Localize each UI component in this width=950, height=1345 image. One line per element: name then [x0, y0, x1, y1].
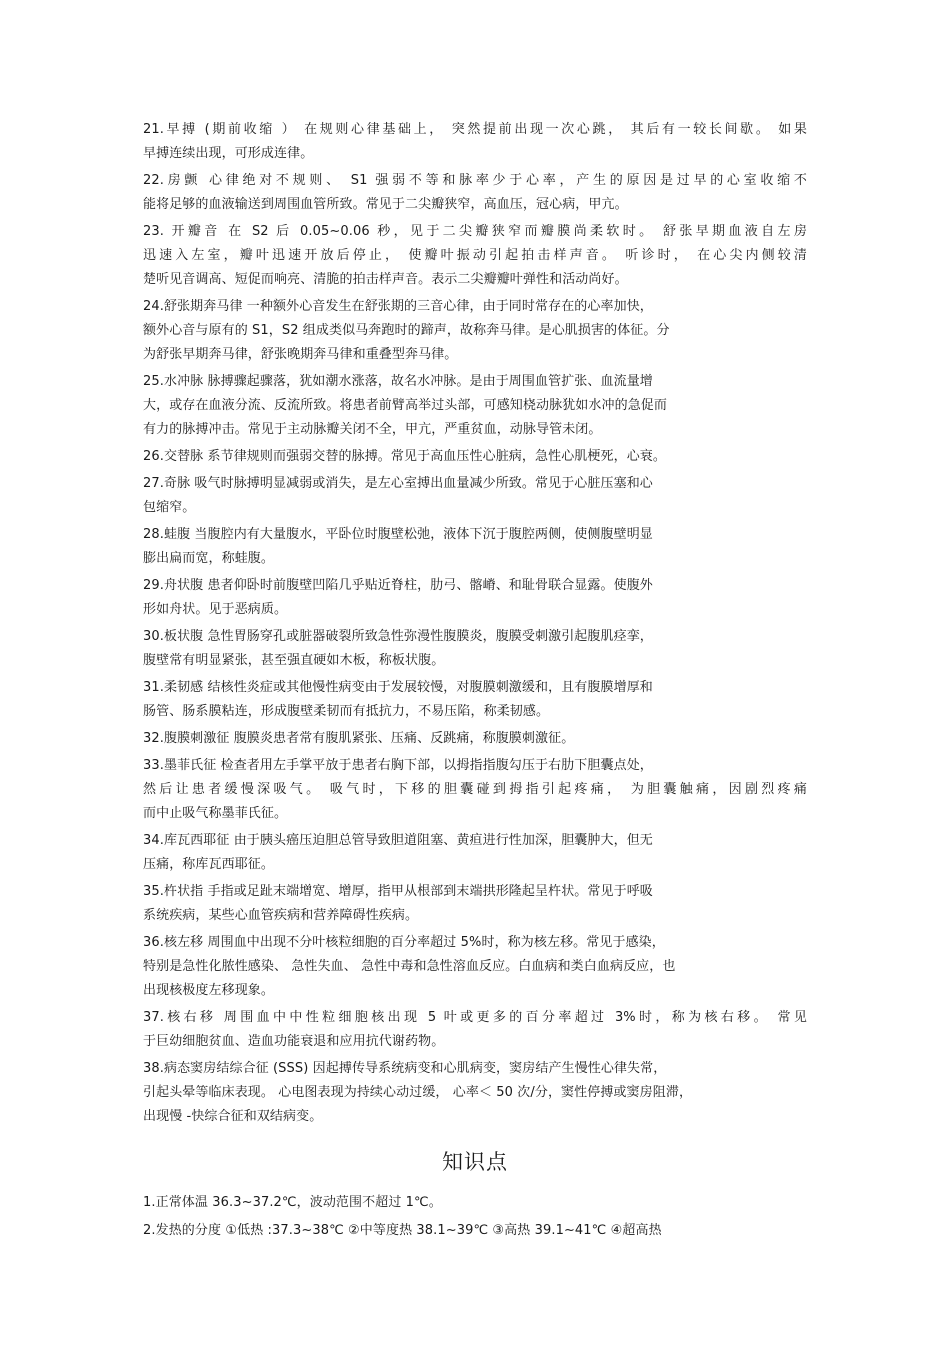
- term-entry-27: [143, 472, 807, 520]
- term-entry-33: [143, 754, 807, 826]
- text-line: 形如舟状。见于恶病质。: [143, 602, 288, 617]
- term-entry-35: [143, 880, 807, 928]
- text-line: 楚听见音调高、短促而响亮、清脆的拍击样声音。表示二尖瓣瓣叶弹性和活动尚好。: [143, 272, 628, 287]
- text-line: 35.杵状指 手指或足趾末端增宽、增厚，指甲从根部到末端拱形隆起呈杵状。常见于呼吸: [143, 884, 653, 899]
- text-line: 出现慢 -快综合征和双结病变。: [143, 1109, 323, 1124]
- knowledge-point-2: 2.发热的分度 ①低热 :37.3~38℃ ②中等度热 38.1~39℃ ③高热 39.1~41℃ ④超高热: [143, 1223, 662, 1238]
- text-line: 膨出扁而宽，称蛙腹。: [143, 551, 275, 566]
- text-line: 引起头晕等临床表现。 心电图表现为持续心动过缓， 心率＜ 50 次/分，窦性停搏或窦房阻滞，: [143, 1085, 693, 1100]
- document-page: [143, 118, 807, 1247]
- term-entry-28: [143, 523, 807, 571]
- text-line: 早搏连续出现，可形成连律。: [143, 146, 314, 161]
- text-line: 26.交替脉 系节律规则而强弱交替的脉搏。常见于高血压性心脏病，急性心肌梗死，心衰。: [143, 449, 667, 464]
- term-entry-36: [143, 931, 807, 1003]
- text-line: 为舒张早期奔马律，舒张晚期奔马律和重叠型奔马律。: [143, 347, 458, 362]
- text-line: 然后让患者缓慢深吸气。 吸气时，下移的胆囊碰到拇指引起疼痛， 为胆囊触痛，因剧烈疼痛: [143, 782, 807, 797]
- text-line: 37.核右移 周围血中中性粒细胞核出现 5 叶或更多的百分率超过 3%时，称为核右移。 常见: [143, 1010, 807, 1025]
- text-line: 29.舟状腹 患者仰卧时前腹壁凹陷几乎贴近脊柱，肋弓、髂嵴、和耻骨联合显露。使腹外: [143, 578, 653, 593]
- term-entry-38: [143, 1057, 807, 1129]
- term-entry-25: [143, 370, 807, 442]
- text-line: 34.库瓦西耶征 由于胰头癌压迫胆总管导致胆道阻塞、黄疸进行性加深，胆囊肿大，但无: [143, 833, 653, 848]
- text-line: 于巨幼细胞贫血、造血功能衰退和应用抗代谢药物。: [143, 1034, 445, 1049]
- text-line: 压痛，称库瓦西耶征。: [143, 857, 275, 872]
- term-entry-32: [143, 727, 807, 751]
- text-line: 能将足够的血液输送到周围血管所致。常见于二尖瓣狭窄，高血压，冠心病，甲亢。: [143, 197, 628, 212]
- term-entry-26: [143, 445, 807, 469]
- text-line: 迅速入左室，瓣叶迅速开放后停止， 使瓣叶振动引起拍击样声音。 听诊时， 在心尖内侧较清: [143, 248, 807, 263]
- text-line: 33.墨菲氏征 检查者用左手掌平放于患者右胸下部，以拇指指腹勾压于右肋下胆囊点处，: [143, 758, 653, 773]
- term-entry-21: [143, 118, 807, 166]
- text-line: 腹壁常有明显紧张，甚至强直硬如木板，称板状腹。: [143, 653, 445, 668]
- text-line: 大，或存在血液分流、反流所致。将患者前臂高举过头部，可感知桡动脉犹如水冲的急促而: [143, 398, 668, 413]
- term-entry-22: [143, 169, 807, 217]
- text-line: 24.舒张期奔马律 一种额外心音发生在舒张期的三音心律，由于同时常存在的心率加快，: [143, 299, 653, 314]
- section-title: 知识点: [442, 1150, 508, 1174]
- text-line: 32.腹膜刺激征 腹膜炎患者常有腹肌紧张、压痛、反跳痛，称腹膜刺激征。: [143, 731, 575, 746]
- text-line: 肠管、肠系膜粘连，形成腹壁柔韧而有抵抗力，不易压陷，称柔韧感。: [143, 704, 550, 719]
- term-entry-23: [143, 220, 807, 292]
- knowledge-point-1: 1.正常体温 36.3~37.2℃，波动范围不超过 1℃。: [143, 1195, 442, 1210]
- text-line: 28.蛙腹 当腹腔内有大量腹水，平卧位时腹壁松弛，液体下沉于腹腔两侧，使侧腹壁明显: [143, 527, 653, 542]
- text-line: 38.病态窦房结综合征 (SSS) 因起搏传导系统病变和心肌病变，窦房结产生慢性心律失常，: [143, 1061, 667, 1076]
- text-line: 21.早搏 (期前收缩 ） 在规则心律基础上， 突然提前出现一次心跳， 其后有一较长间歇。 如果: [143, 122, 807, 137]
- term-entry-30: [143, 625, 807, 673]
- text-line: 30.板状腹 急性胃肠穿孔或脏器破裂所致急性弥漫性腹膜炎，腹膜受刺激引起腹肌痉挛，: [143, 629, 653, 644]
- text-line: 27.奇脉 吸气时脉搏明显减弱或消失，是左心室搏出血量减少所致。常见于心脏压塞和心: [143, 476, 653, 491]
- term-entry-31: [143, 676, 807, 724]
- text-line: 出现核极度左移现象。: [143, 983, 275, 998]
- text-line: 有力的脉搏冲击。常见于主动脉瓣关闭不全，甲亢，严重贫血，动脉导管未闭。: [143, 422, 602, 437]
- text-line: 而中止吸气称墨菲氏征。: [143, 806, 288, 821]
- text-line: 额外心音与原有的 S1，S2 组成类似马奔跑时的蹄声，故称奔马律。是心肌损害的体征。分: [143, 323, 670, 338]
- text-line: 36.核左移 周围血中出现不分叶核粒细胞的百分率超过 5%时，称为核左移。常见于感染，: [143, 935, 665, 950]
- text-line: 23. 开瓣音 在 S2 后 0.05~0.06 秒，见于二尖瓣狭窄而瓣膜尚柔软时。 舒张早期血液自左房: [143, 224, 807, 239]
- text-line: 31.柔韧感 结核性炎症或其他慢性病变由于发展较慢，对腹膜刺激缓和，且有腹膜增厚和: [143, 680, 653, 695]
- term-entry-37: [143, 1006, 807, 1054]
- text-line: 包缩窄。: [143, 500, 196, 515]
- text-line: 25.水冲脉 脉搏骤起骤落，犹如潮水涨落，故名水冲脉。是由于周围血管扩张、血流量增: [143, 374, 653, 389]
- term-entry-24: [143, 295, 807, 367]
- term-entry-34: [143, 829, 807, 877]
- text-line: 特别是急性化脓性感染、 急性失血、 急性中毒和急性溶血反应。白血病和类白血病反应，也: [143, 959, 676, 974]
- text-line: 系统疾病，某些心血管疾病和营养障碍性疾病。: [143, 908, 419, 923]
- text-line: 22.房颤 心律绝对不规则、 S1 强弱不等和脉率少于心率，产生的原因是过早的心室收缩不: [143, 173, 807, 188]
- term-entry-29: [143, 574, 807, 622]
